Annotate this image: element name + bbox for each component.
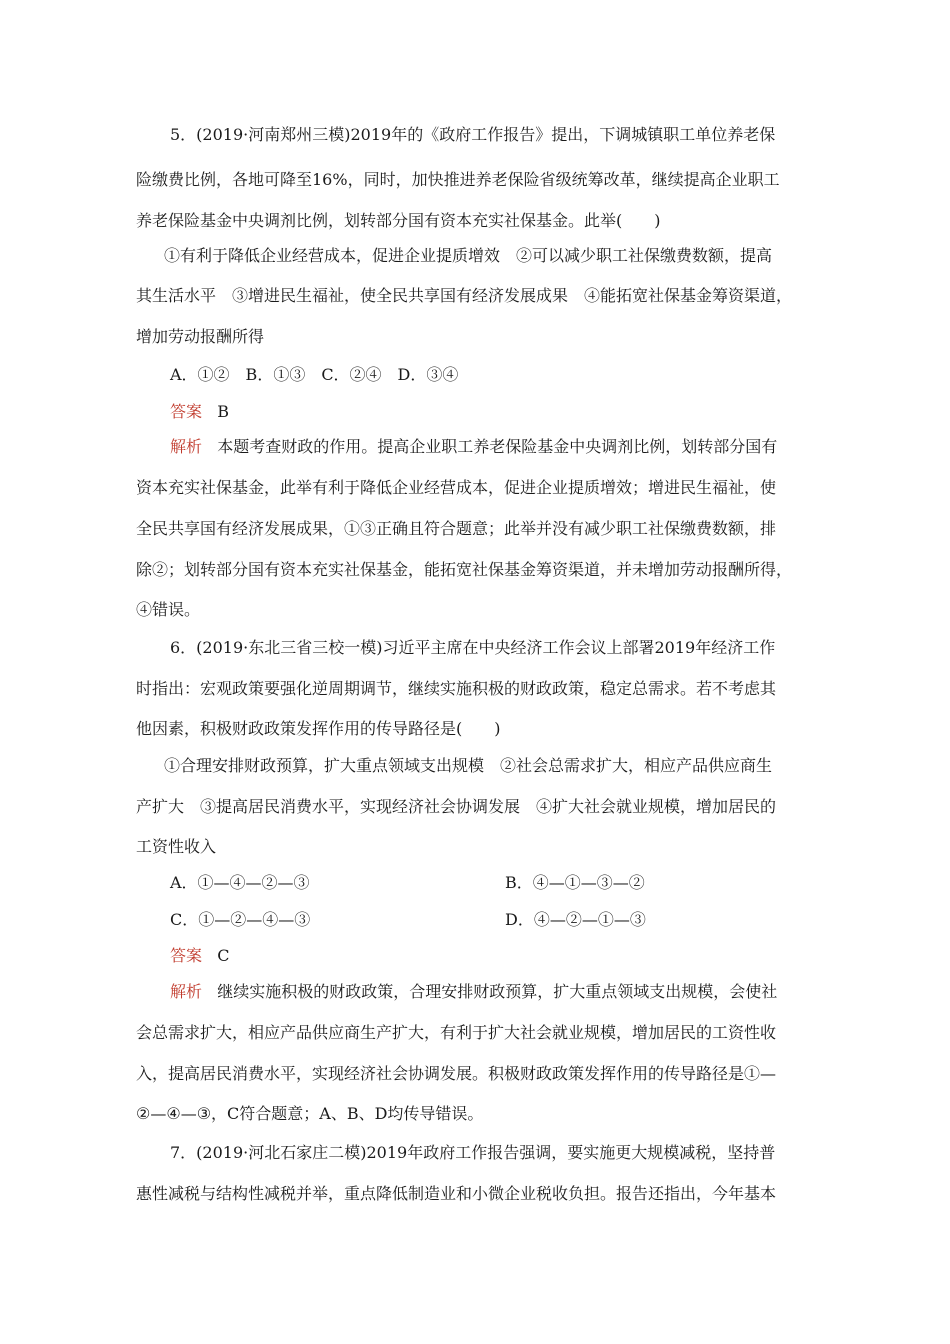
- q7-stem-line-1: 7．(2019·河北石家庄二模)2019年政府工作报告强调，要实施更大规模减税，坚持普: [170, 1143, 776, 1162]
- q6-items-line-2: 产扩大 ③提高居民消费水平，实现经济社会协调发展 ④扩大社会就业规模，增加居民的: [136, 797, 777, 816]
- q5-answer: [170, 402, 229, 422]
- q5-analysis-line-2: 资本充实社保基金，此举有利于降低企业经营成本，促进企业提质增效；增进民生福祉，使: [136, 478, 777, 497]
- analysis-label: 解析: [170, 437, 203, 456]
- q5-items-line-2: 其生活水平 ③增进民生福祉，使全民共享国有经济发展成果 ④能拓宽社保基金筹资渠道，: [136, 286, 793, 305]
- q6-analysis-line-3: 入，提高居民消费水平，实现经济社会协调发展。积极财政政策发挥作用的传导路径是①—: [136, 1064, 777, 1083]
- q7-stem-line-2: 惠性减税与结构性减税并举，重点降低制造业和小微企业税收负担。报告还指出，今年基本: [136, 1184, 777, 1203]
- q6-analysis-line-2: 会总需求扩大，相应产品供应商生产扩大，有利于扩大社会就业规模，增加居民的工资性收: [136, 1023, 777, 1042]
- analysis-text: 本题考查财政的作用。提高企业职工养老保险基金中央调剂比例，划转部分国有: [217, 437, 778, 456]
- q5-stem-line-1: 5．(2019·河南郑州三模)2019年的《政府工作报告》提出，下调城镇职工单位养老保: [170, 125, 776, 144]
- answer-value: C: [217, 946, 230, 965]
- q6-option-a: A．①—④—②—③: [170, 873, 310, 892]
- q6-stem-line-1: 6．(2019·东北三省三校一模)习近平主席在中央经济工作会议上部署2019年经济工作: [170, 638, 776, 657]
- q5-items-line-1: ①有利于降低企业经营成本，促进企业提质增效 ②可以减少职工社保缴费数额，提高: [164, 246, 773, 265]
- q5-analysis-line-1: [170, 437, 777, 457]
- q5-analysis-line-5: ④错误。: [136, 600, 201, 619]
- answer-label: 答案: [170, 946, 203, 965]
- analysis-text: 继续实施积极的财政政策，合理安排财政预算，扩大重点领域支出规模，会使社: [217, 982, 778, 1001]
- q5-stem-line-3: 养老保险基金中央调剂比例，划转部分国有资本充实社保基金。此举( ): [136, 211, 661, 230]
- analysis-label: 解析: [170, 982, 203, 1001]
- q5-stem-line-2: 险缴费比例，各地可降至16%，同时，加快推进养老保险省级统筹改革，继续提高企业职工: [136, 170, 780, 189]
- q5-analysis-line-3: 全民共享国有经济发展成果，①③正确且符合题意；此举并没有减少职工社保缴费数额，排: [136, 519, 777, 538]
- q5-analysis-line-4: 除②；划转部分国有资本充实社保基金，能拓宽社保基金筹资渠道，并未增加劳动报酬所得，: [136, 560, 793, 579]
- answer-value: B: [217, 402, 230, 421]
- q6-option-d: D．④—②—①—③: [505, 910, 646, 929]
- q5-options: A．①② B．①③ C．②④ D．③④: [170, 365, 459, 384]
- q6-stem-line-3: 他因素，积极财政政策发挥作用的传导路径是( ): [136, 719, 501, 738]
- q6-analysis-line-1: [170, 982, 777, 1002]
- q6-analysis-line-4: ②—④—③，C符合题意；A、B、D均传导错误。: [136, 1104, 484, 1123]
- q5-items-line-3: 增加劳动报酬所得: [136, 327, 265, 346]
- q6-option-b: B．④—①—③—②: [505, 873, 645, 892]
- q6-items-line-1: ①合理安排财政预算，扩大重点领域支出规模 ②社会总需求扩大，相应产品供应商生: [164, 756, 773, 775]
- q6-option-c: C．①—②—④—③: [170, 910, 311, 929]
- answer-label: 答案: [170, 402, 203, 421]
- q6-answer: [170, 946, 230, 966]
- q6-items-line-3: 工资性收入: [136, 837, 217, 856]
- q6-stem-line-2: 时指出：宏观政策要强化逆周期调节，继续实施积极的财政政策，稳定总需求。若不考虑其: [136, 679, 777, 698]
